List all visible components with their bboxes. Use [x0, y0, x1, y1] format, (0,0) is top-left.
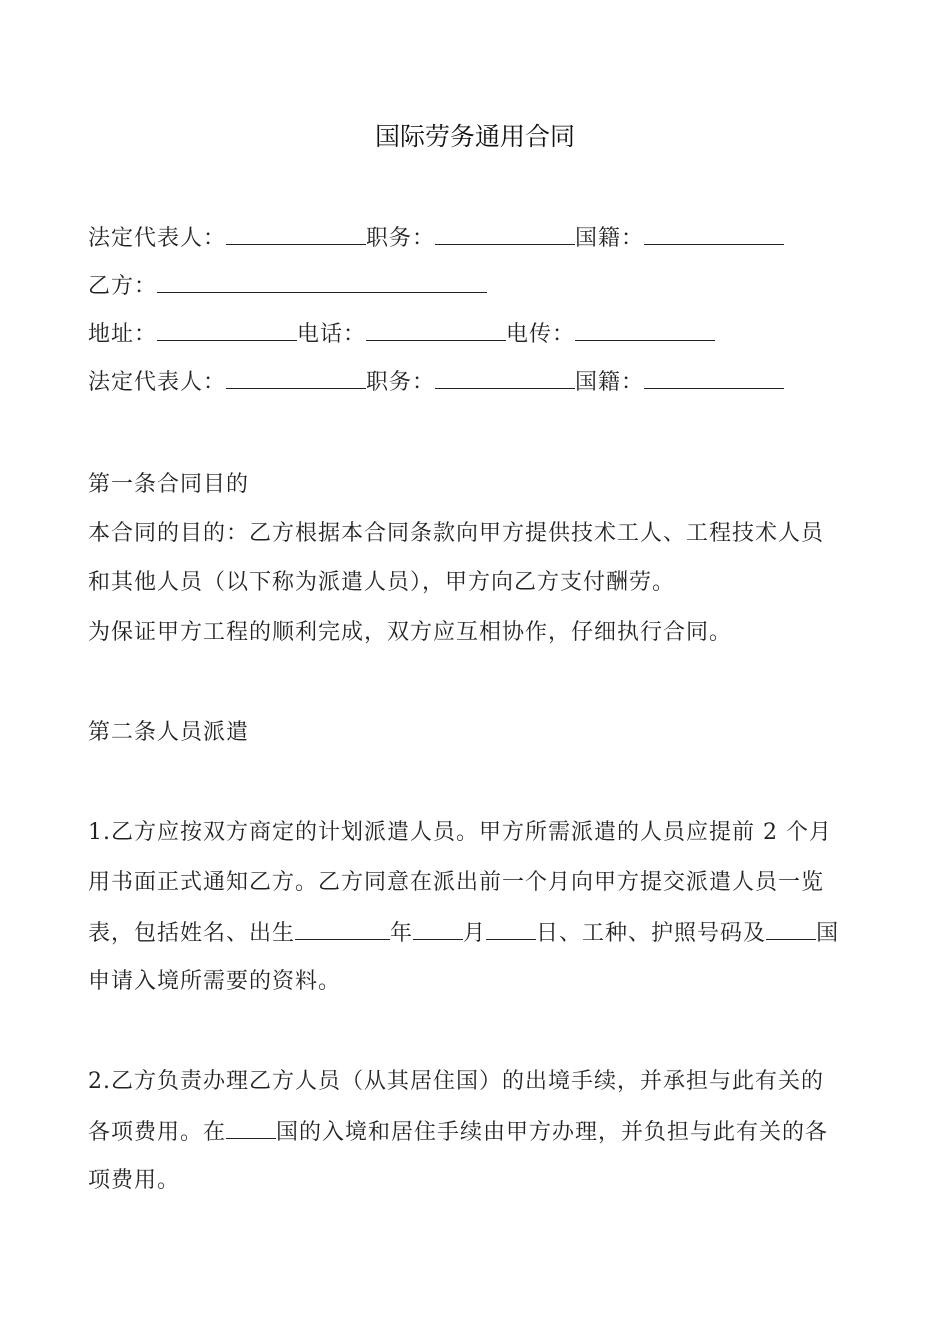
rep-blank[interactable]: [226, 222, 366, 245]
article-2-item-1-line: 申请入境所需要的资料。: [88, 969, 342, 994]
article-1-paragraph-line: 本合同的目的：乙方根据本合同条款向甲方提供技术工人、工程技术人员: [88, 521, 825, 546]
text-segment: 日、工种、护照号码及: [536, 921, 767, 946]
nationality-label: 国籍：: [575, 226, 645, 251]
text-segment: 表，包括姓名、出生: [88, 921, 296, 946]
article-2-item-2-line: [88, 1116, 828, 1148]
text-segment: 国的入境和居住手续由甲方办理，并负担与此有关的各: [276, 1120, 829, 1145]
article-2-item-1-line: 用书面正式通知乙方。乙方同意在派出前一个月向甲方提交派遣人员一览: [88, 870, 825, 895]
text-segment: 年: [390, 921, 414, 946]
country-blank[interactable]: [226, 1116, 276, 1139]
address-blank[interactable]: [157, 318, 297, 341]
text-segment: 国: [816, 921, 840, 946]
position-label: 职务：: [366, 226, 436, 251]
nationality-blank[interactable]: [644, 222, 784, 245]
article-2-item-1-line: [88, 917, 839, 949]
article-1-paragraph-line: 为保证甲方工程的顺利完成，双方应互相协作，仔细执行合同。: [88, 620, 733, 645]
birth-month-blank[interactable]: [413, 917, 463, 940]
contact-line: [88, 318, 715, 350]
article-2-item-2-line: 项费用。: [88, 1168, 181, 1193]
rep-label: 法定代表人：: [88, 370, 227, 395]
birth-year-blank[interactable]: [295, 917, 390, 940]
article-1-paragraph-line: 和其他人员（以下称为派遣人员），甲方向乙方支付酬劳。: [88, 570, 676, 595]
position-blank[interactable]: [435, 222, 575, 245]
phone-blank[interactable]: [366, 318, 506, 341]
party-b-line: [88, 270, 487, 302]
page-title: 国际劳务通用合同: [374, 122, 575, 151]
nationality-blank[interactable]: [644, 366, 784, 389]
article-2-item-2-line: 2.乙方负责办理乙方人员（从其居住国）的出境手续，并承担与此有关的: [88, 1069, 824, 1094]
party-b-label: 乙方：: [88, 274, 158, 299]
fax-blank[interactable]: [575, 318, 715, 341]
position-label: 职务：: [366, 370, 436, 395]
article-2-item-1-line: 1.乙方应按双方商定的计划派遣人员。甲方所需派遣的人员应提前 2 个月: [88, 820, 832, 845]
position-blank[interactable]: [435, 366, 575, 389]
address-label: 地址：: [88, 322, 158, 347]
article-1-heading: 第一条合同目的: [88, 472, 250, 497]
party-b-blank[interactable]: [157, 270, 487, 293]
nationality-label: 国籍：: [575, 370, 645, 395]
birth-day-blank[interactable]: [486, 917, 536, 940]
party-a-rep-line: [88, 222, 784, 254]
rep-label: 法定代表人：: [88, 226, 227, 251]
party-b-rep-line: [88, 366, 784, 398]
rep-blank[interactable]: [226, 366, 366, 389]
phone-label: 电话：: [297, 322, 367, 347]
article-2-heading: 第二条人员派遣: [88, 720, 250, 745]
country-blank[interactable]: [766, 917, 816, 940]
fax-label: 电传：: [506, 322, 576, 347]
text-segment: 月: [463, 921, 487, 946]
text-segment: 各项费用。在: [88, 1120, 227, 1145]
